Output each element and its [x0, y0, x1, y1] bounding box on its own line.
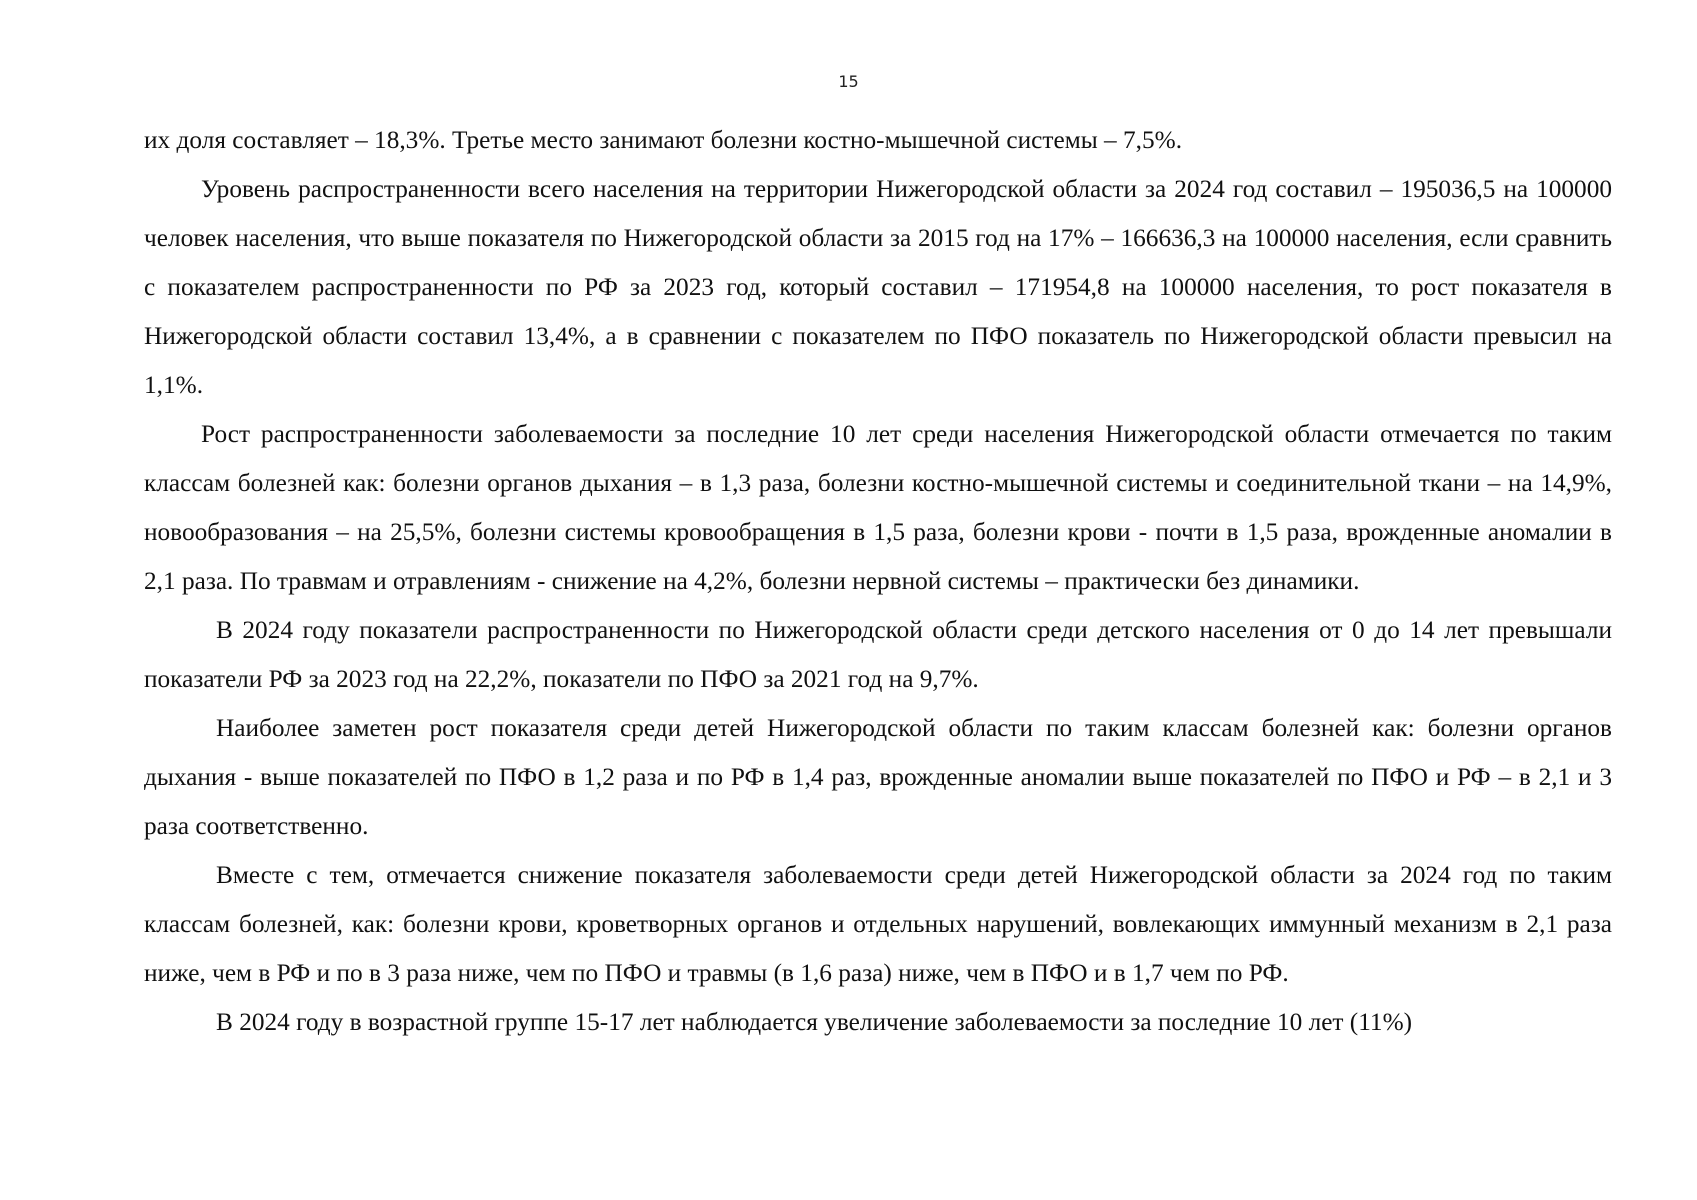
paragraph-children-decline: Вместе с тем, отмечается снижение показателя заболеваемости среди детей Нижегородской области за 2024 год по таким классам болезней, как: болезни крови, кроветворных органов и отдельных нарушений, вовлекающих иммунный механизм в 2,1 раза ниже, чем в РФ и по в 3 раза ниже, чем по ПФО и травмы (в 1,6 раза) ниже, чем в ПФО и в 1,7 чем по РФ. — [144, 861, 1612, 987]
paragraph-children-growth: Наиболее заметен рост показателя среди детей Нижегородской области по таким классам болезней как: болезни органов дыхания - выше показателей по ПФО в 1,2 раза и по РФ в 1,4 раз, врожденные аномалии выше показателей по ПФО и РФ – в 2,1 и 3 раза соответственно. — [144, 714, 1612, 840]
paragraph-teen-group: В 2024 году в возрастной группе 15-17 лет наблюдается увеличение заболеваемости за последние 10 лет (11%) — [216, 1008, 1413, 1036]
paragraph-continuation: их доля составляет – 18,3%. Третье место занимают болезни костно-мышечной системы – 7,5%. — [144, 126, 1183, 154]
paragraph-prevalence-total: Уровень распространенности всего населения на территории Нижегородской области за 2024 год составил – 195036,5 на 100000 человек населения, что выше показателя по Нижегородской области за 2015 год на 17% – 166636,3 на 100000 населения, если сравнить с показателем распространенности по РФ за 2023 год, который составил – 171954,8 на 100000 населения, то рост показателя в Нижегородской области составил 13,4%, а в сравнении с показателем по ПФО показатель по Нижегородской области превысил на 1,1%. — [144, 175, 1612, 399]
paragraph-prevalence-growth: Рост распространенности заболеваемости за последние 10 лет среди населения Нижегородской области отмечается по таким классам болезней как: болезни органов дыхания – в 1,3 раза, болезни костно-мышечной системы и соединительной ткани – на 14,9%, новообразования – на 25,5%, болезни системы кровообращения в 1,5 раза, болезни крови - почти в 1,5 раза, врожденные аномалии в 2,1 раза. По травмам и отравлениям - снижение на 4,2%, болезни нервной системы – практически без динамики. — [144, 420, 1612, 595]
document-body — [144, 116, 1612, 1047]
page-number: 15 — [838, 72, 859, 91]
paragraph-children-prevalence: В 2024 году показатели распространенности по Нижегородской области среди детского населения от 0 до 14 лет превышали показатели РФ за 2023 год на 22,2%, показатели по ПФО за 2021 год на 9,7%. — [144, 616, 1612, 693]
